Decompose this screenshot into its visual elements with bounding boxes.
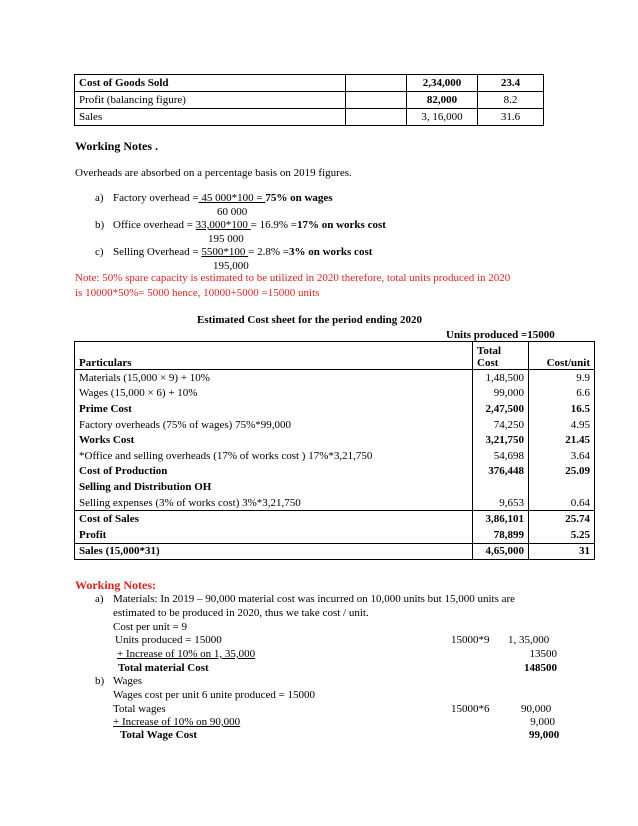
note-capacity-line1: Note: 50% spare capacity is estimated to be utilized in 2020 therefore, total units produced in 2020: [75, 272, 511, 284]
summary-total: 2,34,000: [407, 75, 478, 92]
wn2-units-value: 1, 35,000: [508, 634, 550, 646]
row-total: 3,86,101: [473, 511, 529, 527]
row-label: *Office and selling overheads (17% of works cost ) 17%*3,21,750: [75, 448, 473, 464]
summary-table: [74, 74, 544, 126]
col-header-total-cost: Total Cost: [473, 342, 529, 370]
note-b-denominator: 195 000: [208, 233, 244, 245]
row-per-unit: 21.45: [529, 432, 595, 448]
row-label: Factory overheads (75% of wages) 75%*99,000: [75, 417, 473, 433]
row-per-unit: 25.74: [529, 511, 595, 527]
row-label: Prime Cost: [75, 401, 473, 417]
row-per-unit: 9.9: [529, 370, 595, 386]
row-per-unit: 31: [529, 543, 595, 560]
wn2-wage-increase-label: + Increase of 10% on 90,000: [113, 716, 241, 728]
row-per-unit: 5.25: [529, 527, 595, 543]
wn2-materials-line1: Materials: In 2019 – 90,000 material cost was incurred on 10,000 units but 15,000 units are: [113, 593, 516, 605]
row-per-unit: [529, 479, 595, 495]
wn2-total-wages-value: 90,000: [521, 703, 552, 715]
table-header-row: [75, 342, 595, 370]
row-total: 9,653: [473, 495, 529, 511]
row-label: Cost of Sales: [75, 511, 473, 527]
row-label: Selling and Distribution OH: [75, 479, 473, 495]
note-a-label: a): [95, 192, 104, 204]
row-total: 99,000: [473, 386, 529, 402]
row-total: 2,47,500: [473, 401, 529, 417]
row-per-unit: 6.6: [529, 386, 595, 402]
row-total: 78,899: [473, 527, 529, 543]
note-c-line: Selling Overhead = 5500*100 = 2.8% =3% on works cost: [113, 246, 373, 258]
col-header-cost-per-unit: Cost/unit: [529, 342, 595, 370]
summary-label: Cost of Goods Sold: [75, 75, 346, 92]
table-row: [75, 527, 595, 543]
table-row: [75, 479, 595, 495]
wn2-wages-line: Wages cost per unit 6 unite produced = 15000: [113, 689, 316, 701]
wn2-increase-row: [117, 648, 559, 660]
summary-per-unit: 23.4: [478, 75, 544, 92]
col-header-particulars: Particulars: [75, 342, 473, 370]
wn2-cost-per-unit: Cost per unit = 9: [113, 621, 188, 633]
units-produced-label: Units produced =15000: [446, 329, 555, 341]
table-row: [75, 417, 595, 433]
row-label: Materials (15,000 × 9) + 10%: [75, 370, 473, 386]
row-total: 1,48,500: [473, 370, 529, 386]
wn2-units-produced: Units produced = 15000: [115, 634, 222, 646]
wn2-units-calc: 15000*9: [451, 634, 490, 646]
wn2-wages-title: Wages: [113, 675, 143, 687]
note-capacity-line2: is 10000*50%= 5000 hence, 10000+5000 =15000 units: [75, 287, 320, 299]
summary-total: 3, 16,000: [407, 109, 478, 126]
note-a-line: Factory overhead = 45 000*100 = 75% on wages: [113, 192, 333, 204]
wn2-total-wages-label: Total wages: [113, 703, 166, 715]
row-total: 376,448: [473, 464, 529, 480]
row-total: 3,21,750: [473, 432, 529, 448]
wn2-total-wages-calc: 15000*6: [451, 703, 490, 715]
cost-sheet-title: Estimated Cost sheet for the period ending 2020: [197, 314, 422, 326]
wn2-total-wage-label: Total Wage Cost: [120, 729, 198, 741]
wn2-wage-increase-row: [113, 716, 555, 728]
wn2-a-label: a): [95, 593, 104, 605]
summary-total: 82,000: [407, 92, 478, 109]
row-label: Profit: [75, 527, 473, 543]
summary-label: Sales: [75, 109, 346, 126]
wn2-increase-label: + Increase of 10% on 1, 35,000: [117, 648, 256, 660]
row-total: 74,250: [473, 417, 529, 433]
table-row: [75, 464, 595, 480]
table-row: [75, 543, 595, 560]
wn2-wage-increase-value: 9,000: [530, 716, 555, 728]
row-per-unit: 25.09: [529, 464, 595, 480]
table-row: [75, 401, 595, 417]
row-total: 54,698: [473, 448, 529, 464]
wn2-total-material-label: Total material Cost: [118, 662, 209, 674]
row-label: Selling expenses (3% of works cost) 3%*3,21,750: [75, 495, 473, 511]
row-per-unit: 16.5: [529, 401, 595, 417]
cost-sheet-table: [74, 341, 595, 560]
table-row: [75, 386, 595, 402]
row-total: 4,65,000: [473, 543, 529, 560]
overheads-intro: Overheads are absorbed on a percentage basis on 2019 figures.: [75, 167, 352, 179]
table-row: [75, 75, 544, 92]
table-row: [75, 92, 544, 109]
row-per-unit: 0.64: [529, 495, 595, 511]
row-label: Cost of Production: [75, 464, 473, 480]
note-a-denominator: 60 000: [217, 206, 248, 218]
note-c-label: c): [95, 246, 104, 258]
note-b-line: Office overhead = 33,000*100 = 16.9% =17% on works cost: [113, 219, 386, 231]
table-row: [75, 109, 544, 126]
summary-per-unit: 8.2: [478, 92, 544, 109]
row-label: Wages (15,000 × 6) + 10%: [75, 386, 473, 402]
row-per-unit: 3.64: [529, 448, 595, 464]
table-row: [75, 370, 595, 386]
note-b-label: b): [95, 219, 105, 231]
table-row: [75, 511, 595, 527]
summary-label: Profit (balancing figure): [75, 92, 346, 109]
row-per-unit: 4.95: [529, 417, 595, 433]
wn2-total-material-value: 148500: [524, 662, 557, 674]
table-row: [75, 432, 595, 448]
wn2-b-label: b): [95, 675, 105, 687]
note-c-denominator: 195,000: [213, 260, 249, 272]
wn2-total-wage-value: 99,000: [529, 729, 560, 741]
wn2-increase-value: 13500: [529, 648, 557, 660]
row-total: [473, 479, 529, 495]
summary-per-unit: 31.6: [478, 109, 544, 126]
row-label: Works Cost: [75, 432, 473, 448]
working-notes-heading: Working Notes .: [75, 139, 159, 153]
working-notes-2-heading: Working Notes:: [75, 578, 156, 592]
wn2-materials-line2: estimated to be produced in 2020, thus we take cost / unit.: [113, 607, 369, 619]
table-row: [75, 448, 595, 464]
table-row: [75, 495, 595, 511]
row-label: Sales (15,000*31): [75, 543, 473, 560]
